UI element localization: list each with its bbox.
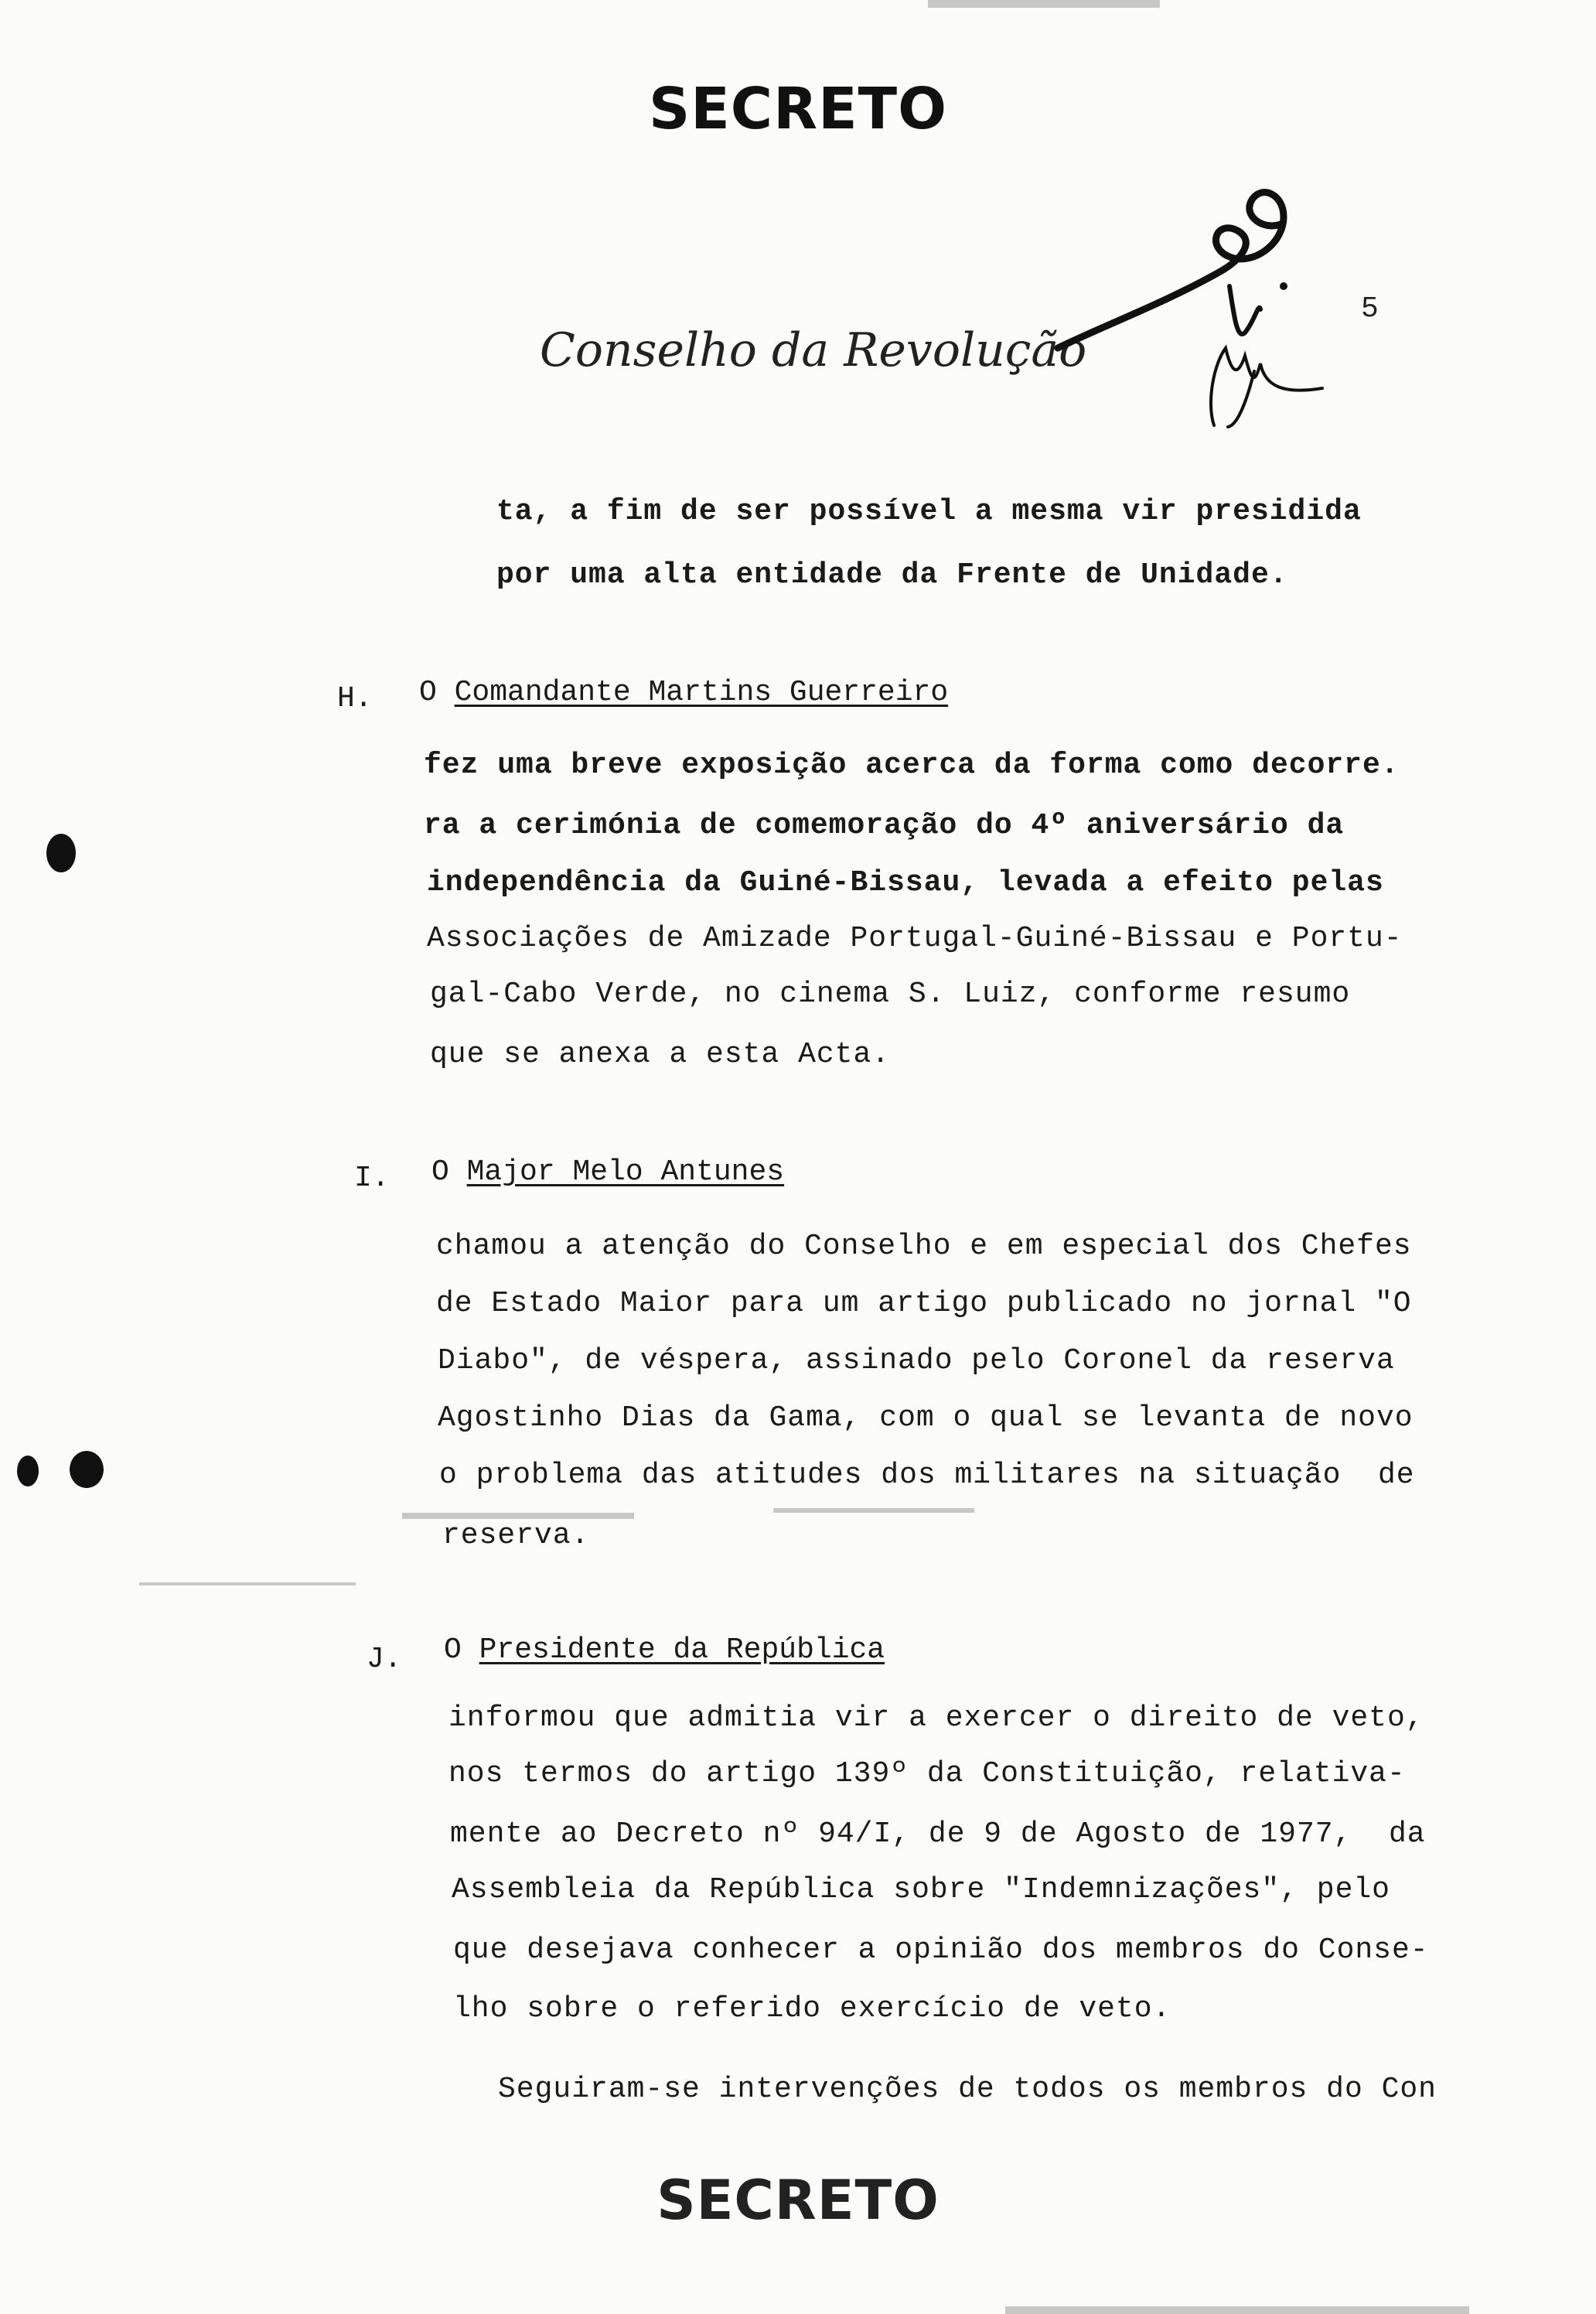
speaker-name: Comandante Martins Guerreiro [454, 676, 949, 709]
scan-smudge [402, 1513, 634, 1519]
scan-smudge [928, 0, 1160, 8]
scan-smudge [773, 1508, 974, 1513]
section-heading [444, 1633, 885, 1667]
section-article: O [419, 676, 437, 709]
body-line: fez uma breve exposição acerca da forma como decorre. [424, 749, 1400, 782]
page-number: 5 [1361, 292, 1379, 326]
body-line: mente ao Decreto nº 94/I, de 9 de Agosto de 1977, da [450, 1817, 1426, 1851]
body-line: reserva. [442, 1519, 590, 1552]
section-article: O [431, 1155, 449, 1189]
section-article: O [444, 1633, 462, 1667]
body-line: ra a cerimónia de comemoração do 4º aniversário da [424, 809, 1345, 842]
section-letter: I. [354, 1162, 390, 1195]
body-line: independência da Guiné-Bissau, levada a efeito pelas [427, 866, 1384, 899]
letterhead: Conselho da Revolução [540, 323, 1087, 377]
body-line: que se anexa a esta Acta. [430, 1038, 891, 1071]
ink-blot [17, 1456, 39, 1486]
body-line: que desejava conhecer a opinião dos membros do Conse- [453, 1933, 1429, 1967]
body-line: Associações de Amizade Portugal-Guiné-Bissau e Portu- [427, 922, 1403, 955]
body-line: nos termos do artigo 139º da Constituição, relativa- [448, 1757, 1406, 1790]
classification-stamp-top: SECRETO [648, 76, 948, 142]
classification-stamp-bottom: SECRETO [656, 2169, 940, 2232]
body-line: Diabo", de véspera, assinado pelo Coronel da reserva [438, 1344, 1395, 1377]
section-heading [419, 676, 948, 709]
speaker-name: Presidente da República [479, 1633, 885, 1667]
body-line: Assembleia da República sobre "Indemnizações", pelo [452, 1873, 1390, 1906]
body-line: Agostinho Dias da Gama, com o qual se levanta de novo [438, 1401, 1414, 1435]
scan-smudge [1005, 2306, 1469, 2314]
body-line: gal-Cabo Verde, no cinema S. Luiz, conforme resumo [430, 978, 1351, 1011]
body-line: de Estado Maior para um artigo publicado no jornal "O [436, 1287, 1412, 1320]
ink-blot [70, 1451, 104, 1488]
ink-blot [46, 834, 76, 872]
body-line: o problema das atitudes dos militares na situação de [439, 1459, 1415, 1492]
continuation-line: por uma alta entidade da Frente de Unidade. [496, 558, 1288, 592]
section-heading [431, 1155, 784, 1189]
body-line: informou que admitia vir a exercer o direito de veto, [448, 1701, 1424, 1735]
speaker-name: Major Melo Antunes [466, 1155, 785, 1189]
scan-smudge [139, 1582, 356, 1585]
section-letter: J. [367, 1643, 402, 1676]
section-letter: H. [337, 682, 373, 715]
closing-line: Seguiram-se intervenções de todos os membros do Con [498, 2073, 1437, 2106]
body-line: lho sobre o referido exercício de veto. [453, 1992, 1171, 2026]
body-line: chamou a atenção do Conselho e em especial dos Chefes [436, 1230, 1412, 1263]
handwritten-signature [1052, 170, 1345, 433]
continuation-line: ta, a fim de ser possível a mesma vir presidida [496, 495, 1362, 528]
